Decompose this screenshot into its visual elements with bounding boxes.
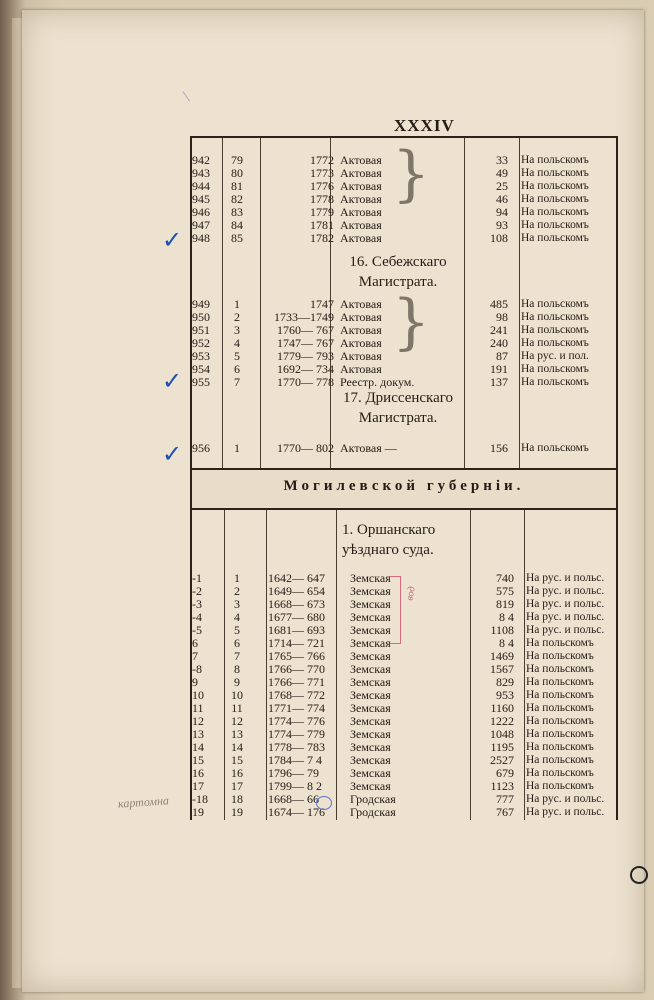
binding-ring-icon [630,866,648,884]
volume-count-cell: 819 [496,597,514,611]
years-range-cell: 1747 [310,297,334,311]
entry-number-cell: 14 [192,740,204,754]
section-heading-line: уѣзднаго суда. [342,542,434,558]
entry-number-cell: 17 [192,779,204,793]
item-number-cell: 81 [231,179,243,193]
item-number-cell: 7 [234,375,240,389]
table-row [192,780,616,793]
volume-count-cell: 829 [496,675,514,689]
language-cell: На польскомъ [521,206,589,218]
entry-number-cell: 16 [192,766,204,780]
item-number-cell: 19 [231,805,243,819]
years-range-cell: 1774— 779 [268,727,325,741]
years-range-cell: 1776 [310,179,334,193]
item-number-cell: 13 [231,727,243,741]
item-number-cell: 6 [234,636,240,650]
years-range-cell: 1733—1749 [274,310,334,324]
item-number-cell: 4 [234,610,240,624]
years-range-cell: 1760— 767 [277,323,334,337]
volume-count-cell: 25 [496,179,508,193]
language-cell: На польскомъ [521,363,589,375]
volume-count-cell: 241 [490,323,508,337]
language-cell: На польскомъ [526,650,594,662]
years-range-cell: 1649— 654 [268,584,325,598]
item-number-cell: 16 [231,766,243,780]
language-cell: На польскомъ [526,754,594,766]
language-cell: На рус. и польс. [526,585,605,597]
item-number-cell: 12 [231,714,243,728]
entry-number-cell: 956 [192,441,210,455]
table-row [192,637,616,650]
province-title: Могилевской губерніи. [283,478,525,494]
volume-count-cell: 2527 [490,753,514,767]
volume-count-cell: 767 [496,805,514,819]
item-number-cell: 10 [231,688,243,702]
pencil-brace: } [392,139,431,209]
book-type-cell: Земская [350,610,391,624]
language-cell: На рус. и польс. [526,624,605,636]
book-type-cell: Земская [350,571,391,585]
book-type-cell: Земская [350,597,391,611]
item-number-cell: 8 [234,662,240,676]
book-type-cell: Земская [350,753,391,767]
item-number-cell: 82 [231,192,243,206]
years-range-cell: 1799— 8 2 [268,779,322,793]
item-number-cell: 5 [234,623,240,637]
volume-count-cell: 1469 [490,649,514,663]
table-row [192,611,616,624]
years-range-cell: 1778— 783 [268,740,325,754]
entry-number-cell: 954 [192,362,210,376]
entry-number-cell: 9 [192,675,198,689]
volume-count-cell: 8 4 [499,610,514,624]
years-range-cell: 1677— 680 [268,610,325,624]
language-cell: На польскомъ [521,193,589,205]
table-row [192,728,616,741]
years-range-cell: 1766— 770 [268,662,325,676]
volume-count-cell: 137 [490,375,508,389]
volume-count-cell: 1123 [490,779,514,793]
item-number-cell: 9 [234,675,240,689]
entry-number-cell: 946 [192,205,210,219]
book-type-cell: Земская [350,584,391,598]
years-range-cell: 1747— 767 [277,336,334,350]
section-heading-line: 16. Себежскаго [349,254,447,270]
table-row [192,572,616,585]
entry-number-cell: -2 [192,584,202,598]
language-cell: На польскомъ [526,663,594,675]
language-cell: На польскомъ [526,715,594,727]
entry-number-cell: -8 [192,662,202,676]
item-number-cell: 7 [234,649,240,663]
entry-number-cell: 15 [192,753,204,767]
book-type-cell: Земская [350,636,391,650]
section-heading-drissa [332,388,464,428]
entry-number-cell: 942 [192,153,210,167]
section-heading-orsha [338,520,474,560]
language-cell: На рус. и польс. [526,806,605,818]
volume-count-cell: 87 [496,349,508,363]
red-pencil-bracket [390,576,401,644]
language-cell: На польскомъ [526,689,594,701]
entry-number-cell: -4 [192,610,202,624]
table-row [192,598,616,611]
language-cell: На польскомъ [521,337,589,349]
book-type-cell: Актовая [340,231,382,245]
table-row [192,689,616,702]
table-row [192,754,616,767]
section-heading-sebezh [332,252,464,292]
book-type-cell: Земская [350,649,391,663]
volume-count-cell: 49 [496,166,508,180]
years-range-cell: 1784— 7 4 [268,753,322,767]
table-row [192,702,616,715]
years-range-cell: 1768— 772 [268,688,325,702]
book-type-cell: Актовая [340,323,382,337]
volume-count-cell: 1160 [490,701,514,715]
book-type-cell: Земская [350,662,391,676]
years-range-cell: 1681— 693 [268,623,325,637]
entry-number-cell: 955 [192,375,210,389]
volume-count-cell: 191 [490,362,508,376]
entry-number-cell: 943 [192,166,210,180]
item-number-cell: 5 [234,349,240,363]
book-type-cell: Земская [350,727,391,741]
years-range-cell: 1692— 734 [277,362,334,376]
item-number-cell: 3 [234,323,240,337]
years-range-cell: 1796— 79 [268,766,319,780]
language-cell: На польскомъ [526,728,594,740]
book-type-cell: Актовая [340,349,382,363]
check-mark-icon: ✓ [162,367,183,395]
item-number-cell: 4 [234,336,240,350]
years-range-cell: 1714— 721 [268,636,325,650]
language-cell: На польскомъ [521,180,589,192]
language-cell: На польскомъ [521,298,589,310]
entry-number-cell: 7 [192,649,198,663]
book-type-cell: Актовая [340,166,382,180]
entry-number-cell: 947 [192,218,210,232]
years-range-cell: 1779— 793 [277,349,334,363]
entry-number-cell: 952 [192,336,210,350]
entry-number-cell: -5 [192,623,202,637]
section-heading-line: 17. Дриссенскаго [342,390,454,406]
book-type-cell: Актовая [340,179,382,193]
item-number-cell: 18 [231,792,243,806]
volume-count-cell: 679 [496,766,514,780]
page-number: XXXIV [394,116,455,135]
item-number-cell: 15 [231,753,243,767]
item-number-cell: 6 [234,362,240,376]
language-cell: На польскомъ [521,311,589,323]
book-type-cell: Реестр. докум. [340,375,415,389]
margin-pencil-note: картомна [117,793,170,811]
language-cell: На польскомъ [521,232,589,244]
years-range-cell: 1674— 176 [268,805,325,819]
years-range-cell: 1771— 774 [268,701,325,715]
language-cell: На рус. и пол. [521,350,589,362]
language-cell: На польскомъ [526,741,594,753]
years-range-cell: 1668— 673 [268,597,325,611]
language-cell: На рус. и польс. [526,572,605,584]
entry-number-cell: 19 [192,805,204,819]
entry-number-cell: 944 [192,179,210,193]
entry-number-cell: 950 [192,310,210,324]
item-number-cell: 83 [231,205,243,219]
language-cell: На польскомъ [521,154,589,166]
item-number-cell: 11 [231,701,243,715]
book-type-cell: Земская [350,779,391,793]
item-number-cell: 14 [231,740,243,754]
section-heading-line: 1. Оршанскаго [342,522,436,538]
entry-number-cell: -18 [192,792,208,806]
table-row [192,219,616,232]
language-cell: На польскомъ [526,767,594,779]
item-number-cell: 1 [234,441,240,455]
section-heading-line: Магистрата. [358,274,438,290]
book-type-cell: Гродская [350,792,396,806]
entry-number-cell: 953 [192,349,210,363]
entry-number-cell: 11 [192,701,204,715]
item-number-cell: 3 [234,597,240,611]
language-cell: На польскомъ [521,167,589,179]
table-row [192,741,616,754]
volume-count-cell: 485 [490,297,508,311]
book-type-cell: Актовая [340,205,382,219]
book-type-cell: Гродская [350,805,396,819]
volume-count-cell: 575 [496,584,514,598]
years-range-cell: 1765— 766 [268,649,325,663]
entry-number-cell: 949 [192,297,210,311]
volume-count-cell: 8 4 [499,636,514,650]
book-type-cell: Земская [350,675,391,689]
entry-number-cell: -3 [192,597,202,611]
entry-number-cell: 945 [192,192,210,206]
volume-count-cell: 33 [496,153,508,167]
years-range-cell: 1782 [310,231,334,245]
book-type-cell: Земская [350,740,391,754]
book-type-cell: Актовая [340,218,382,232]
book-type-cell: Земская [350,688,391,702]
volume-count-cell: 953 [496,688,514,702]
entry-number-cell: 10 [192,688,204,702]
years-range-cell: 1668— 66 [268,792,319,806]
item-number-cell: 2 [234,310,240,324]
table-row [192,624,616,637]
book-type-cell: Актовая [340,297,382,311]
item-number-cell: 1 [234,571,240,585]
volume-count-cell: 93 [496,218,508,232]
book-type-cell: Актовая [340,362,382,376]
book-type-cell: Актовая [340,336,382,350]
item-number-cell: 1 [234,297,240,311]
item-number-cell: 79 [231,153,243,167]
table-row [192,715,616,728]
years-range-cell: 1770— 778 [277,375,334,389]
check-mark-icon: ✓ [162,440,183,468]
book-type-cell: Земская [350,766,391,780]
language-cell: На польскомъ [521,219,589,231]
language-cell: На рус. и польс. [526,611,605,623]
book-type-cell: Актовая — [340,441,397,455]
province-band [192,468,616,510]
language-cell: На польскомъ [521,442,589,454]
table-row [192,650,616,663]
check-mark-icon: ✓ [162,226,183,254]
years-range-cell: 1778 [310,192,334,206]
language-cell: На польскомъ [521,376,589,388]
blue-ink-circle [316,796,332,810]
volume-count-cell: 1108 [490,623,514,637]
volume-count-cell: 94 [496,205,508,219]
language-cell: На рус. и польс. [526,793,605,805]
book-type-cell: Актовая [340,153,382,167]
entry-number-cell: 12 [192,714,204,728]
years-range-cell: 1772 [310,153,334,167]
item-number-cell: 17 [231,779,243,793]
table-row [192,442,616,455]
item-number-cell: 80 [231,166,243,180]
years-range-cell: 1774— 776 [268,714,325,728]
language-cell: На польскомъ [521,324,589,336]
entry-number-cell: 948 [192,231,210,245]
years-range-cell: 1766— 771 [268,675,325,689]
book-type-cell: Земская [350,714,391,728]
entry-number-cell: -1 [192,571,202,585]
book-type-cell: Актовая [340,192,382,206]
item-number-cell: 84 [231,218,243,232]
entry-number-cell: 13 [192,727,204,741]
volume-count-cell: 98 [496,310,508,324]
book-type-cell: Земская [350,623,391,637]
table-row [192,793,616,806]
entry-number-cell: 951 [192,323,210,337]
table-row [192,806,616,819]
section-heading-line: Магистрата. [358,410,438,426]
book-type-cell: Земская [350,701,391,715]
table-row [192,767,616,780]
language-cell: На польскомъ [526,676,594,688]
volume-count-cell: 777 [496,792,514,806]
volume-count-cell: 1195 [490,740,514,754]
item-number-cell: 2 [234,584,240,598]
language-cell: На рус. и польс. [526,598,605,610]
language-cell: На польскомъ [526,637,594,649]
volume-count-cell: 240 [490,336,508,350]
years-range-cell: 1781 [310,218,334,232]
volume-count-cell: 46 [496,192,508,206]
volume-count-cell: 1222 [490,714,514,728]
table-row [192,663,616,676]
language-cell: На польскомъ [526,780,594,792]
volume-count-cell: 1567 [490,662,514,676]
book-type-cell: Актовая [340,310,382,324]
language-cell: На польскомъ [526,702,594,714]
years-range-cell: 1779 [310,205,334,219]
years-range-cell: 1773 [310,166,334,180]
entry-number-cell: 6 [192,636,198,650]
item-number-cell: 85 [231,231,243,245]
volume-count-cell: 156 [490,441,508,455]
volume-count-cell: 108 [490,231,508,245]
archive-table [190,136,618,820]
volume-count-cell: 1048 [490,727,514,741]
red-pencil-note: вод [404,585,418,602]
volume-count-cell: 740 [496,571,514,585]
years-range-cell: 1642— 647 [268,571,325,585]
pencil-brace: } [392,287,431,357]
table-row [192,232,616,245]
table-row [192,676,616,689]
years-range-cell: 1770— 802 [277,441,334,455]
